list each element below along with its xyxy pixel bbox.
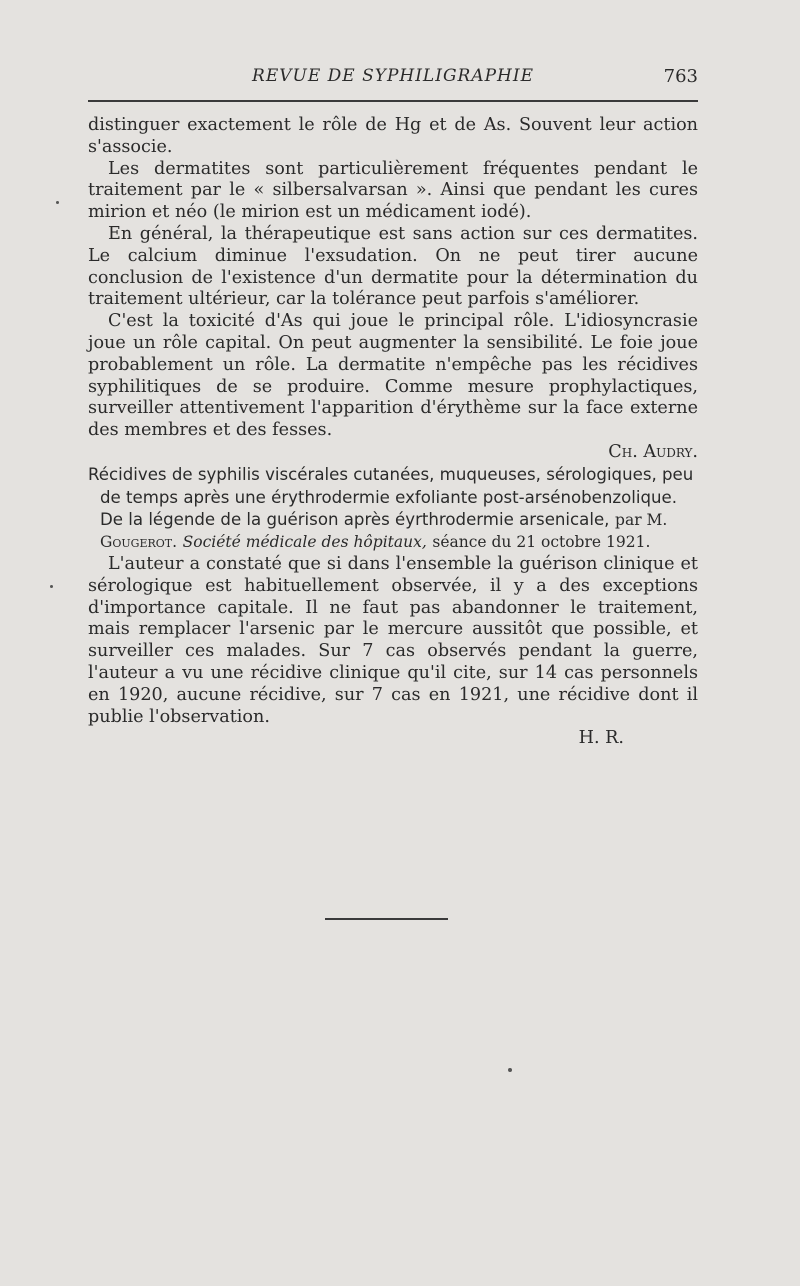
- article-body: [88, 115, 698, 750]
- header-rule: [88, 100, 698, 102]
- end-rule: [325, 918, 448, 920]
- paragraph-3: En général, la thérapeutique est sans action sur ces dermatites. Le calcium diminue l'exsudation. On ne peut tirer aucune conclusion de l'existence d'un dermatite pour la détermination du traitement ultérieur, car la tolérance peut parfois s'améliorer.: [88, 223, 698, 310]
- ink-spot: [50, 585, 53, 588]
- article2-by: par M.: [615, 511, 668, 530]
- paragraph-2: Les dermatites sont particulièrement fréquentes pendant le traitement par le « silbersalvarsan ». Ainsi que pendant les cures mirion et néo (le mirion est un médicament iodé).: [88, 158, 698, 223]
- article2-author: Gougerot.: [100, 533, 178, 552]
- article2-text: L'auteur a constaté que si dans l'ensemble la guérison clinique et sérologique est habituellement observée, il y a des exceptions d'importance capitale. Il ne faut pas abandonner le traitement, mais remplacer l'arsenic par le mercure aussitôt que possible, et surveiller ces malades. Sur 7 cas observés pendant la guerre, l'auteur a vu une récidive clinique qu'il cite, sur 14 cas personnels en 1920, aucune récidive, sur 7 cas en 1921, une récidive dont il publie l'observation.: [88, 553, 698, 727]
- signature-hr: H. R.: [578, 728, 624, 749]
- page-number: 763: [663, 66, 698, 87]
- page-header: [88, 66, 698, 92]
- article2-title: Récidives de syphilis viscérales cutanées, muqueuses, sérologiques, peu de temps après une érythrodermie exfoliante post-arsénobenzolique. De la légende de la guérison après éyrthrodermie arsenicale,: [88, 464, 694, 530]
- article2-date: séance du 21 octobre 1921.: [432, 533, 651, 552]
- running-title: REVUE DE SYPHILIGRAPHIE: [252, 66, 534, 86]
- ink-spot: [508, 1068, 512, 1072]
- signature-audry-text: Ch. Audry.: [608, 441, 698, 462]
- paragraph-1: distinguer exactement le rôle de Hg et de As. Souvent leur action s'associe.: [88, 115, 698, 157]
- article2-journal: Société médicale des hôpitaux,: [182, 533, 427, 552]
- signature-audry: [88, 442, 698, 464]
- paragraph-4: C'est la toxicité d'As qui joue le principal rôle. L'idiosyncrasie joue un rôle capital. On peut augmenter la sensibilité. Le foie joue probablement un rôle. La dermatite n'empêche pas les récidives syphilitiques de se produire. Comme mesure prophylactiques, surveiller attentivement l'apparition d'érythème sur la face externe des membres et des fesses.: [88, 311, 698, 441]
- ink-spot: [56, 201, 59, 204]
- article2-heading: [88, 464, 698, 554]
